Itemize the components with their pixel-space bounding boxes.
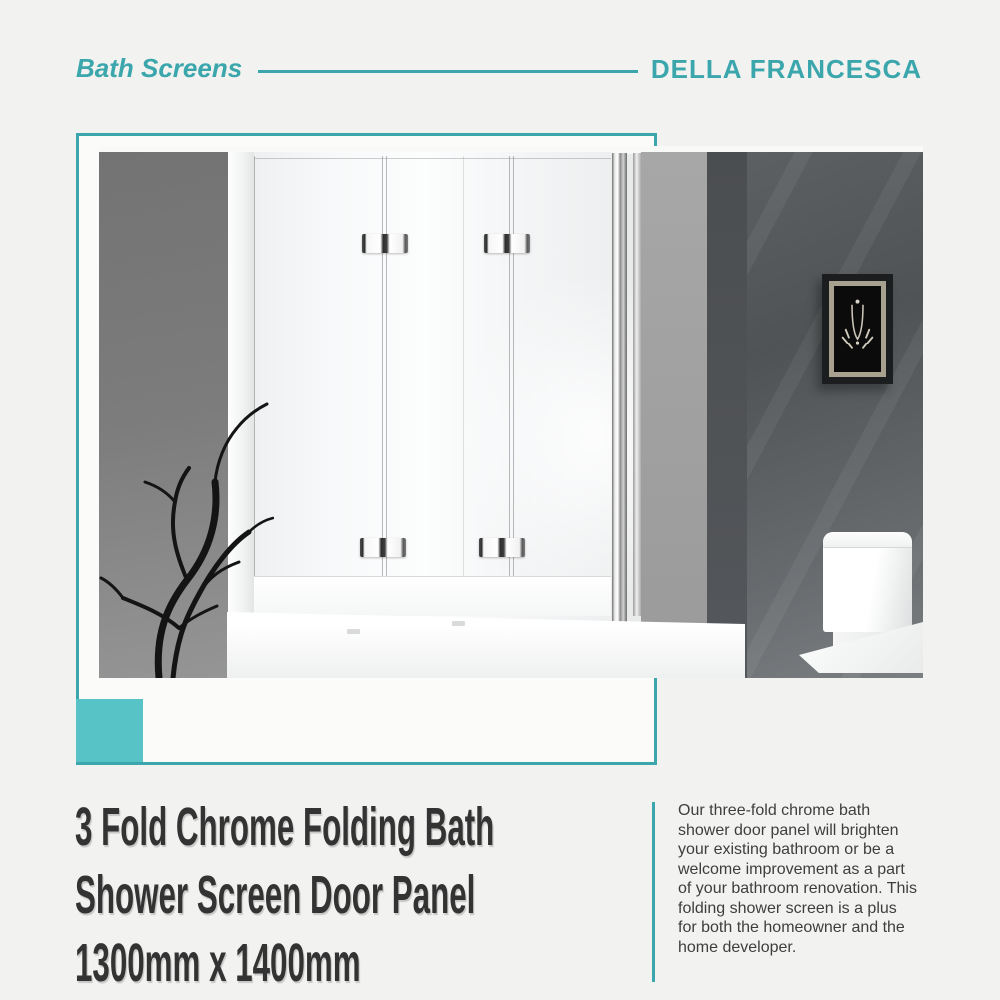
- chrome-wall-profile-2: [633, 153, 641, 616]
- toilet-cistern-lid: [823, 532, 912, 548]
- hinge-clamp: [360, 538, 406, 557]
- wall-art-frame: [822, 274, 893, 384]
- wall-art-canvas: [829, 281, 886, 377]
- accent-square: [76, 699, 143, 762]
- wall-art-motif: [834, 286, 881, 372]
- chrome-wall-profile: [612, 153, 627, 640]
- product-photo: [99, 146, 923, 678]
- product-title-line-2: Shower Screen Door Panel: [75, 865, 476, 925]
- photo-dark-wall-strip: [707, 152, 747, 678]
- product-title: [75, 793, 494, 997]
- shower-tray: [254, 576, 611, 616]
- glass-panel-edge: [463, 156, 464, 612]
- product-description: Our three-fold chrome bath shower door panel will brighten your existing bathroom or be a welcome improvement as a part of your bathroom renovation. This folding shower screen is a plus for both the homeowner and the home developer.: [678, 802, 917, 956]
- tub-detail: [452, 621, 465, 626]
- brand-name: DELLA FRANCESCA: [650, 54, 922, 84]
- category-label: Bath Screens: [76, 53, 243, 83]
- hinge-clamp: [479, 538, 525, 557]
- product-title-line-1: 3 Fold Chrome Folding Bath: [75, 797, 495, 857]
- toilet-cistern: [823, 532, 912, 632]
- header-divider-line: [258, 70, 638, 73]
- product-title-line-3: 1300mm x 1400mm: [75, 933, 361, 993]
- glass-top-edge: [254, 158, 611, 159]
- description-divider-line: [652, 802, 655, 982]
- hinge-clamp: [362, 234, 408, 253]
- photo-mid-wall: [641, 152, 707, 678]
- tub-detail: [347, 629, 360, 634]
- branch-decor: [99, 384, 274, 678]
- hinge-clamp: [484, 234, 530, 253]
